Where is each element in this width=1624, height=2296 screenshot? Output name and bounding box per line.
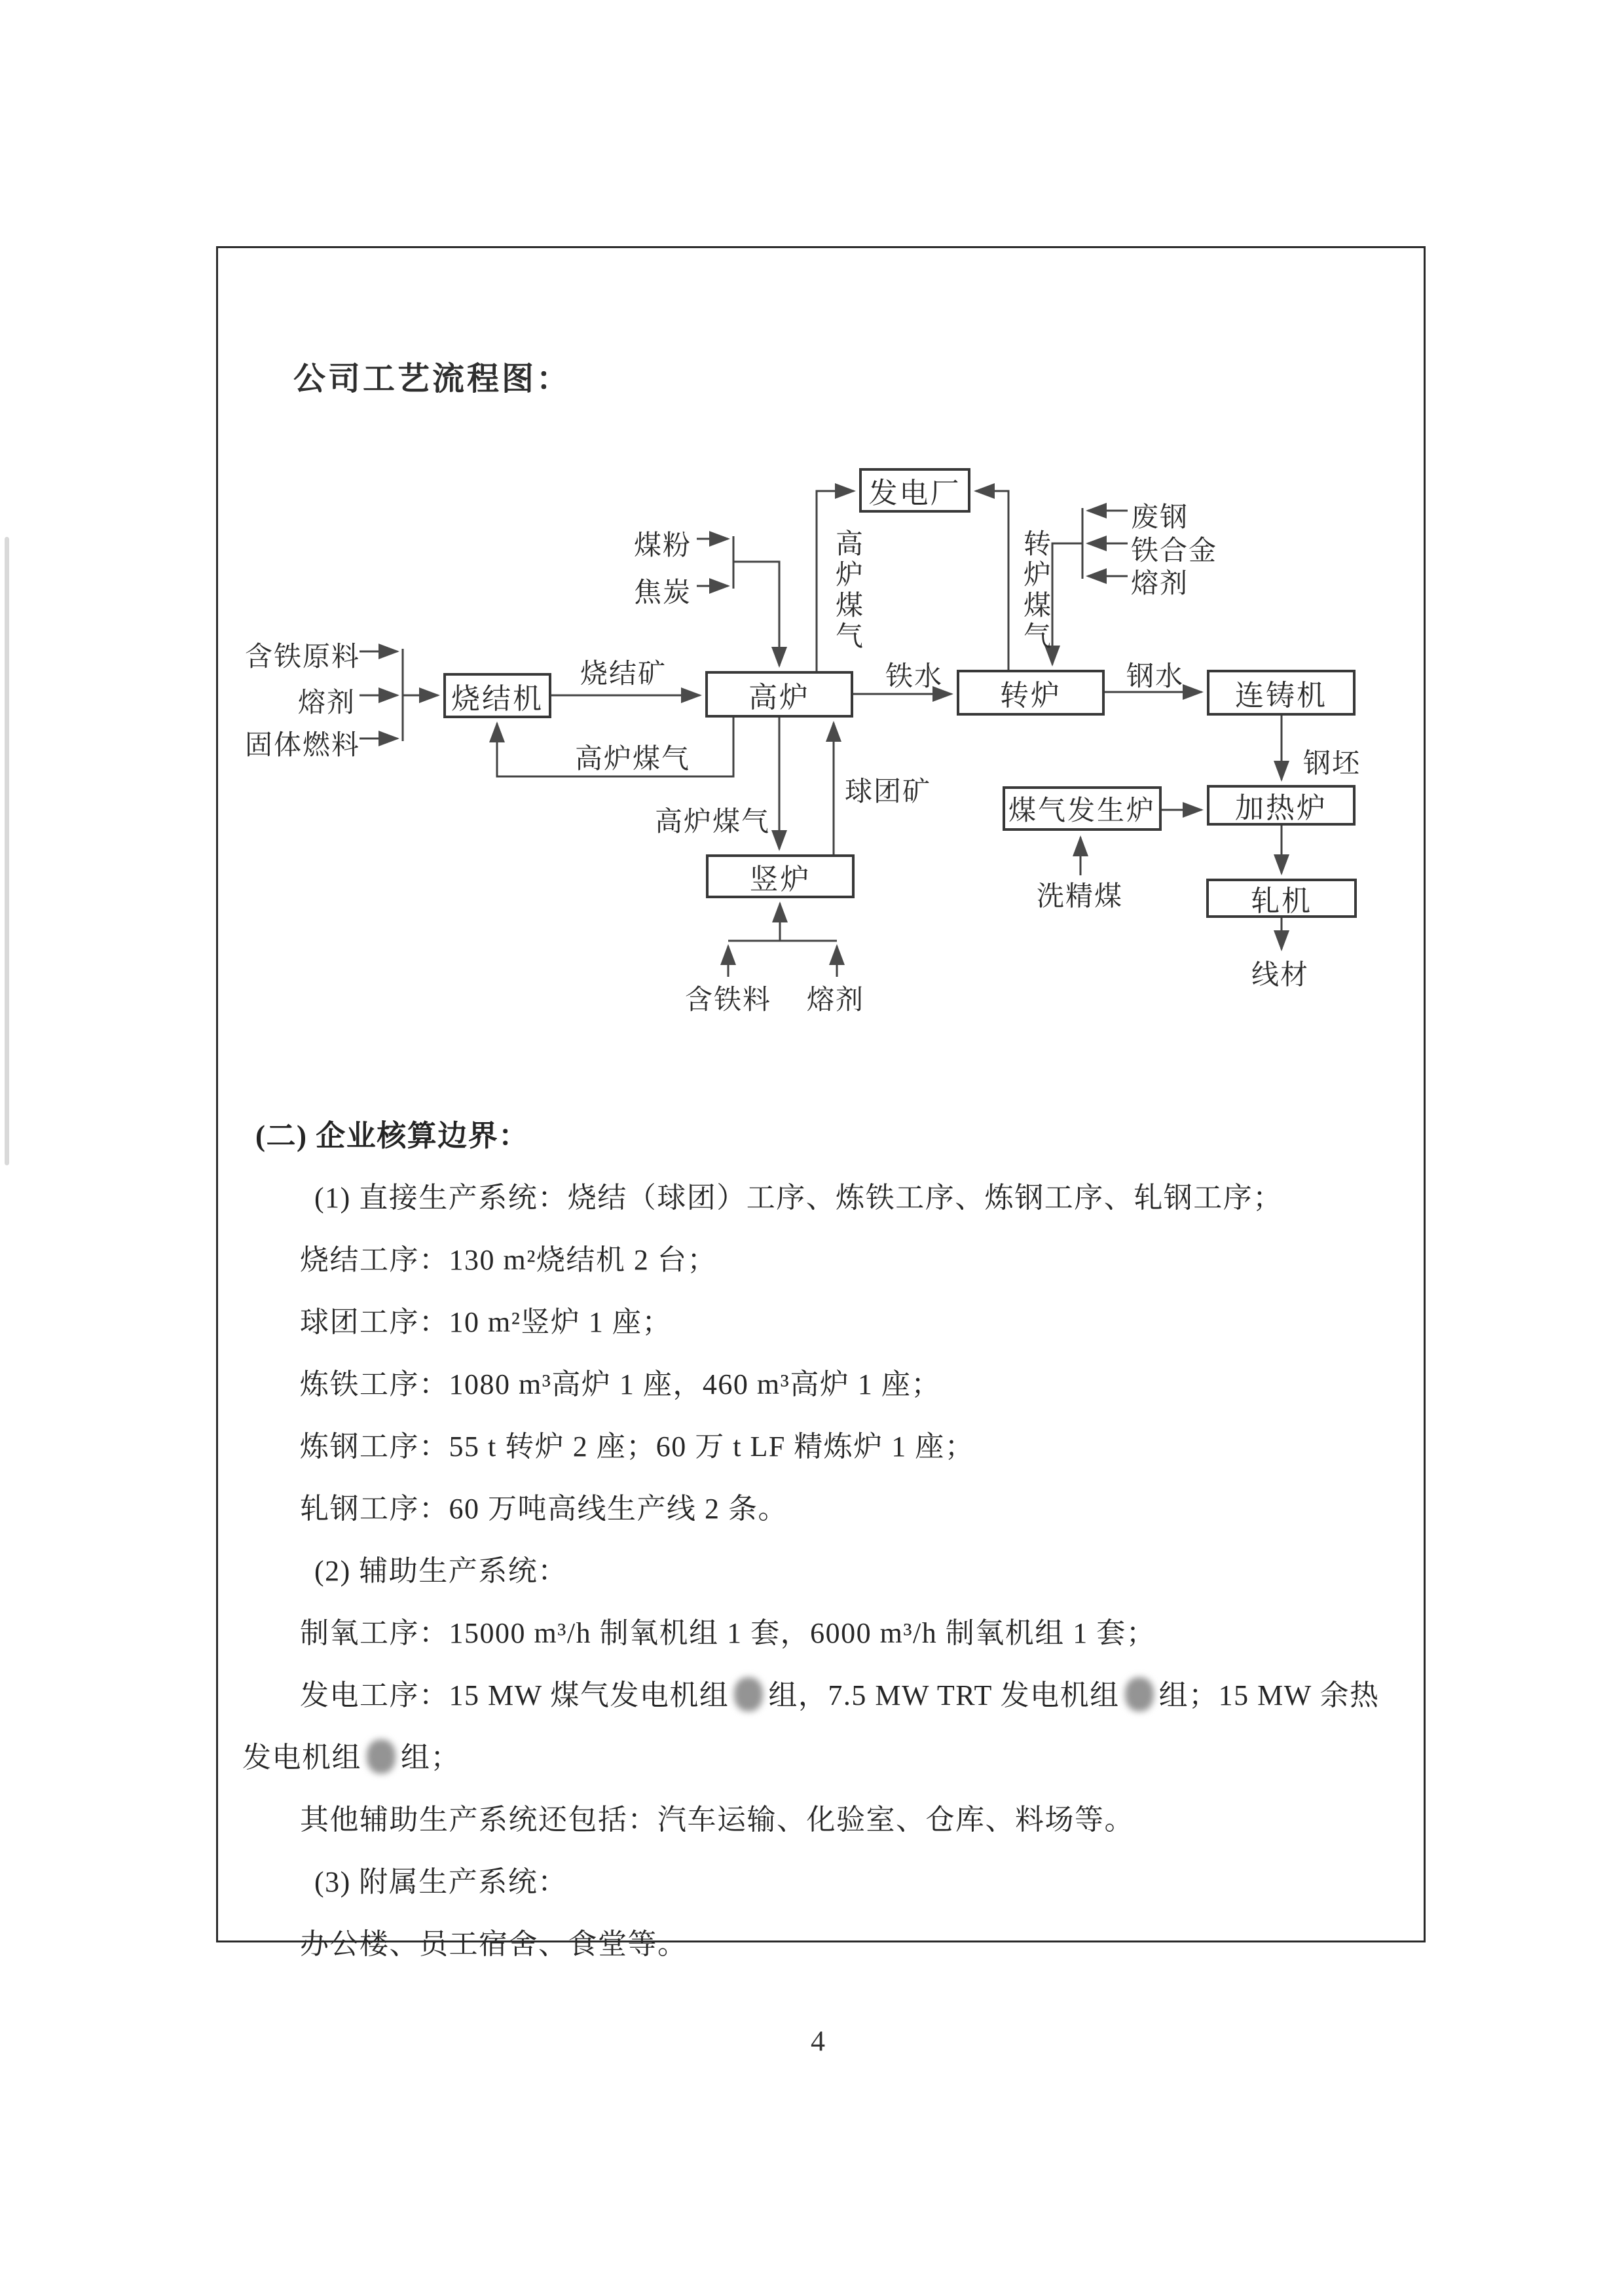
box-gas-generator: 煤气发生炉 — [1003, 786, 1162, 831]
box-sinter-machine: 烧结机 — [443, 673, 551, 718]
power-line-part3: 组；15 MW 余热 — [1158, 1679, 1380, 1711]
label-solid-fuel: 固体燃料 — [245, 731, 361, 761]
power-line-part1: 发电工序：15 MW 煤气发电机组 — [300, 1679, 729, 1711]
text-line-direct-systems: (1) 直接生产系统：烧结（球团）工序、炼铁工序、炼钢工序、轧钢工序； — [314, 1182, 1283, 1214]
label-scrap-steel: 废钢 — [1131, 503, 1189, 533]
box-blast-furnace: 高炉 — [705, 671, 853, 718]
label-flux-right: 熔剂 — [1131, 569, 1189, 599]
text-line-rolling: 轧钢工序：60 万吨高线生产线 2 条。 — [300, 1493, 788, 1525]
redacted-number-3 — [367, 1740, 396, 1774]
box-heating-furnace: 加热炉 — [1207, 785, 1356, 826]
redacted-number-1 — [734, 1677, 763, 1711]
label-bf-gas-down: 高炉煤气 — [655, 807, 771, 837]
page-title: 公司工艺流程图： — [293, 361, 572, 397]
power-cont-part1: 发电机组 — [242, 1741, 361, 1774]
text-line-office: 办公楼、员工宿舍、食堂等。 — [300, 1928, 688, 1960]
box-caster: 连铸机 — [1207, 670, 1356, 716]
label-ferroalloy: 铁合金 — [1131, 536, 1218, 566]
text-line-ironmaking: 炼铁工序：1080 m³高炉 1 座，460 m³高炉 1 座； — [300, 1368, 941, 1400]
text-line-attached-systems: (3) 附属生产系统： — [314, 1866, 568, 1898]
text-line-pellet: 球团工序：10 m²竖炉 1 座； — [300, 1306, 672, 1338]
label-wire-rod: 线材 — [1251, 960, 1310, 991]
redacted-number-2 — [1125, 1677, 1154, 1711]
label-iron-material: 含铁料 — [685, 985, 772, 1015]
text-line-other-auxiliary: 其他辅助生产系统还包括：汽车运输、化验室、仓库、料场等。 — [300, 1804, 1134, 1836]
text-line-auxiliary-systems: (2) 辅助生产系统： — [314, 1555, 568, 1587]
label-iron-raw-material: 含铁原料 — [245, 642, 361, 672]
box-shaft-furnace: 竖炉 — [706, 854, 855, 898]
label-coke: 焦炭 — [634, 578, 692, 608]
label-flux-bottom: 熔剂 — [807, 985, 865, 1015]
text-line-power-generation-cont — [242, 1734, 460, 1776]
page-number: 4 — [811, 2025, 825, 2057]
box-rolling-mill: 轧机 — [1206, 879, 1357, 918]
label-converter-gas-vertical: 转炉煤气 — [1020, 529, 1050, 652]
label-flux-left: 熔剂 — [298, 688, 356, 718]
label-pellet-ore: 球团矿 — [845, 777, 932, 807]
label-bf-gas-feedback: 高炉煤气 — [575, 744, 691, 774]
label-sinter-ore: 烧结矿 — [580, 659, 667, 689]
power-line-part2: 组，7.5 MW TRT 发电机组 — [768, 1679, 1120, 1711]
power-cont-part2: 组； — [401, 1741, 460, 1774]
text-line-steelmaking: 炼钢工序：55 t 转炉 2 座；60 万 t LF 精炼炉 1 座； — [300, 1430, 975, 1463]
label-molten-steel: 钢水 — [1126, 662, 1185, 692]
label-steel-billet: 钢坯 — [1303, 749, 1361, 779]
section-heading: (二) 企业核算边界： — [255, 1120, 529, 1152]
scan-artifact-streak — [5, 537, 9, 1165]
label-molten-iron: 铁水 — [885, 662, 944, 692]
box-power-plant: 发电厂 — [859, 468, 970, 513]
box-converter: 转炉 — [957, 670, 1105, 716]
text-line-power-generation — [300, 1671, 1379, 1713]
label-washed-clean-coal: 洗精煤 — [1037, 882, 1124, 912]
label-bf-gas-vertical: 高炉煤气 — [832, 529, 862, 652]
label-coal-powder: 煤粉 — [634, 531, 692, 561]
text-line-oxygen: 制氧工序：15000 m³/h 制氧机组 1 套，6000 m³/h 制氧机组 1 套； — [300, 1617, 1156, 1649]
text-line-sintering: 烧结工序：130 m²烧结机 2 台； — [300, 1244, 717, 1276]
